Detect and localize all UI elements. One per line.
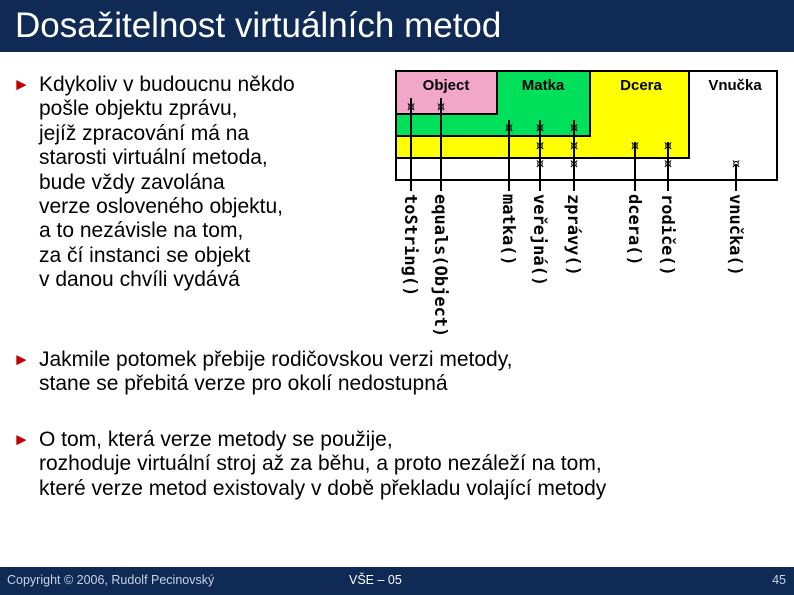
method-label: dcera() xyxy=(624,194,644,266)
method-label: vnučka() xyxy=(725,194,745,276)
bullet-1-line: a to nezávisle na tom, xyxy=(39,219,244,243)
bullet-1-line: pošle objektu zprávu, xyxy=(39,97,238,121)
method-label: toString() xyxy=(400,194,420,297)
bullet-arrow-icon: ► xyxy=(13,75,30,94)
marker-icon: ¤ xyxy=(569,121,579,136)
method-label: equals(Object) xyxy=(430,194,450,338)
bullet-2-line: Jakmile potomek přebije rodičovskou verzi metody, xyxy=(39,348,513,371)
marker-icon: ¤ xyxy=(504,121,514,136)
method-label: matka() xyxy=(498,194,518,266)
footer-copyright: Copyright © 2006, Rudolf Pecinovský xyxy=(7,573,215,587)
class-method-diagram xyxy=(395,70,779,346)
bullet-1-line: v danou chvíli vydává xyxy=(39,268,240,292)
bullet-2 xyxy=(13,348,513,397)
marker-icon: ¤ xyxy=(569,157,579,172)
bullet-1 xyxy=(13,73,295,293)
bullet-3-line: které verze metod existovaly v době překladu volající metody xyxy=(39,476,607,500)
bullet-arrow-icon: ► xyxy=(13,350,30,369)
bullet-1-line: za čí instanci se objekt xyxy=(39,243,251,267)
marker-icon: ¤ xyxy=(731,157,741,172)
slide-title: Dosažitelnost virtuálních metod xyxy=(15,6,502,45)
bullet-arrow-icon: ► xyxy=(13,430,30,449)
bullet-1-line: starosti virtuální metoda, xyxy=(39,146,268,170)
bullet-1-line: jejíž zpracování má na xyxy=(39,121,250,145)
class-label-vnucka: Vnučka xyxy=(708,77,762,94)
marker-icon: ¤ xyxy=(406,100,416,115)
method-label: zprávy() xyxy=(563,194,583,276)
bullet-1-line: verze osloveného objektu, xyxy=(39,195,283,219)
method-label: veřejná() xyxy=(529,194,549,287)
bullet-1-line: bude vždy zavolána xyxy=(39,170,225,194)
marker-icon: ¤ xyxy=(535,139,545,154)
bullet-3-line: O tom, která verze metody se použije, xyxy=(39,428,393,451)
marker-icon: ¤ xyxy=(630,139,640,154)
marker-icon: ¤ xyxy=(535,157,545,172)
marker-icon: ¤ xyxy=(663,157,673,172)
class-label-dcera: Dcera xyxy=(620,77,662,94)
bullet-3-line: rozhoduje virtuální stroj až za běhu, a proto nezáleží na tom, xyxy=(39,452,602,476)
page-number: 45 xyxy=(772,573,786,587)
method-label: rodiče() xyxy=(657,194,677,276)
class-label-matka: Matka xyxy=(521,77,565,94)
footer-course: VŠE – 05 xyxy=(349,573,402,587)
title-bar xyxy=(0,0,794,52)
bullet-3 xyxy=(13,428,607,501)
marker-icon: ¤ xyxy=(436,100,446,115)
marker-icon: ¤ xyxy=(569,139,579,154)
marker-icon: ¤ xyxy=(663,139,673,154)
footer-bar xyxy=(0,567,794,595)
bullet-2-line: stane se přebitá verze pro okolí nedostupná xyxy=(39,372,448,396)
marker-icon: ¤ xyxy=(535,121,545,136)
class-label-object: Object xyxy=(422,77,470,94)
bullet-1-line: Kdykoliv v budoucnu někdo xyxy=(39,73,295,96)
